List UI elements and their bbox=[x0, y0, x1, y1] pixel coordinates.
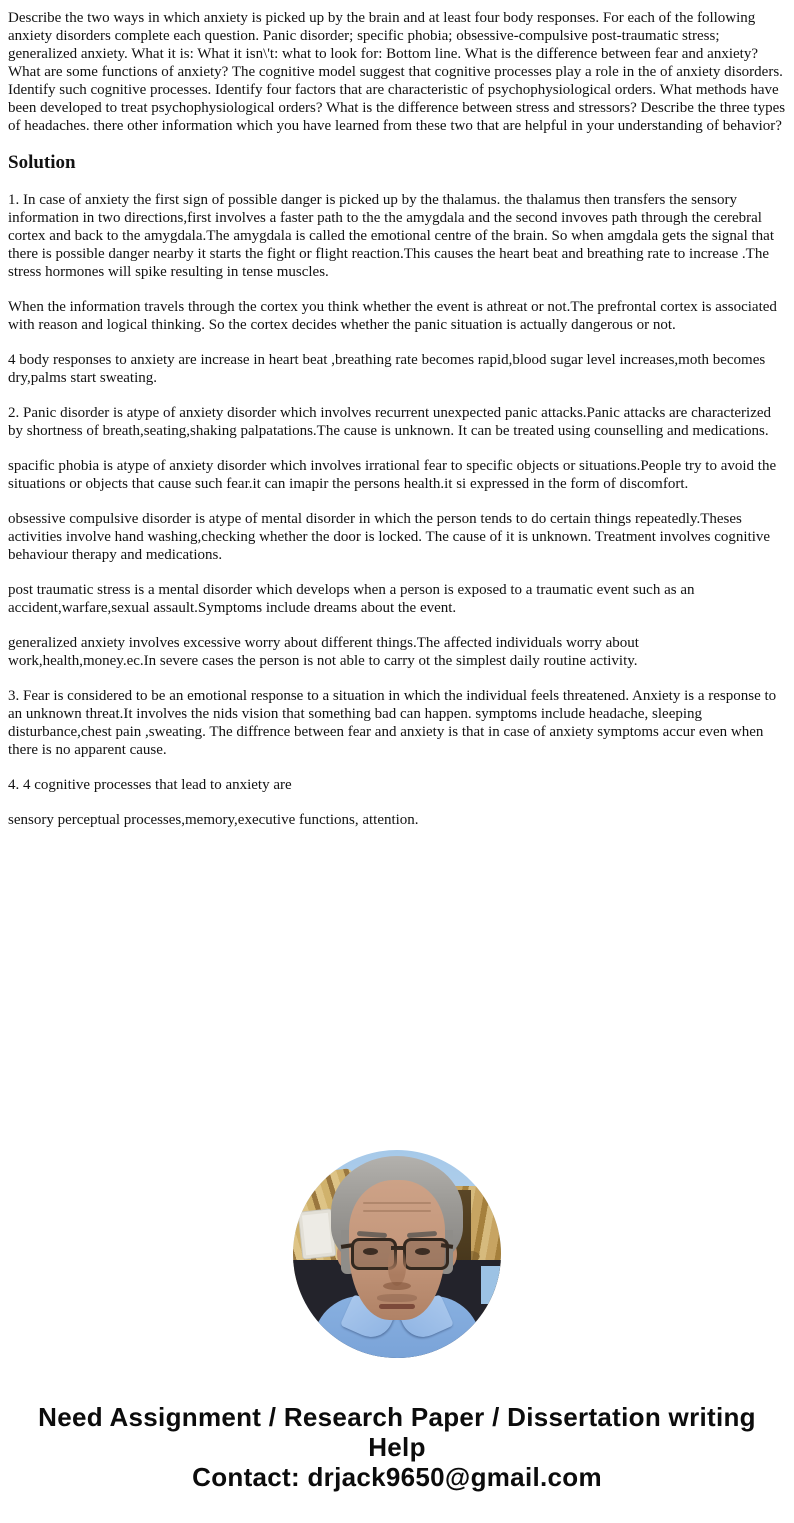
mustache-shadow bbox=[377, 1294, 417, 1302]
footer-help-text: Need Assignment / Research Paper / Dissertation writing Help bbox=[38, 1402, 756, 1462]
blue-wall-sliver bbox=[481, 1266, 501, 1304]
solution-paragraph: post traumatic stress is a mental disorder which develops when a person is exposed to a traumatic event such as an accident,warfare,sexual assault.Symptoms include dreams about the event. bbox=[8, 582, 695, 616]
forehead-wrinkle bbox=[363, 1202, 431, 1204]
nostrils bbox=[383, 1282, 411, 1290]
nose bbox=[388, 1248, 406, 1286]
solution-paragraph: When the information travels through the cortex you think whether the event is athreat or not.The prefrontal cortex is associated with reason and logical thinking. So the cortex decides whether the panic situation is actually dangerous or not. bbox=[8, 299, 777, 333]
footer-contact-email: Contact: drjack9650@gmail.com bbox=[192, 1462, 602, 1492]
solution-paragraph: obsessive compulsive disorder is atype of mental disorder in which the person tends to do certain things repeatedly.Theses activities involve hand washing,checking whether the door is locked. The cause of it is unknown. Treatment involves cognitive behaviour therapy and medications. bbox=[8, 511, 771, 563]
solution-paragraph: generalized anxiety involves excessive worry about different things.The affected individuals worry about work,health,money.ec.In severe cases the person is not able to carry ot the simplest daily routine activity. bbox=[8, 635, 639, 669]
tutor-photo bbox=[293, 1150, 501, 1358]
solution-paragraph: 4 body responses to anxiety are increase in heart beat ,breathing rate becomes rapid,blood sugar level increases,moth becomes dry,palms start sweating. bbox=[8, 352, 766, 386]
solution-paragraph: 4. 4 cognitive processes that lead to anxiety are bbox=[8, 777, 292, 793]
glasses-lens-right bbox=[403, 1238, 449, 1270]
forehead-wrinkle bbox=[363, 1210, 431, 1212]
mouth bbox=[379, 1304, 415, 1309]
solution-paragraph: spacific phobia is atype of anxiety disorder which involves irrational fear to specific objects or situations.People try to avoid the situations or objects that cause such fear.it can imapir the persons health.it si expressed in the form of discomfort. bbox=[8, 458, 777, 492]
solution-paragraph: sensory perceptual processes,memory,executive functions, attention. bbox=[8, 812, 419, 828]
question-text: Describe the two ways in which anxiety is picked up by the brain and at least four body responses. For each of the following anxiety disorders complete each question. Panic disorder; specific phobia; obsessive-compulsive post-traumatic stress; generalized anxiety. What it is: What it isn\'t: what to look for: Bottom line. What is the difference between fear and anxiety? What are some functions of anxiety? The cognitive model suggest that cognitive processes play a role in the of anxiety disorders. Identify such cognitive processes. Identify four factors that are characteristic of psychophysiological orders. What methods have been developed to treat psychophysiological orders? What is the difference between stress and stressors? Describe the three types of headaches. there other information which you have learned from these two that are helpful in your understanding of behavior? bbox=[8, 10, 786, 134]
solution-paragraph: 3. Fear is considered to be an emotional response to a situation in which the individual feels threatened. Anxiety is a response to an unknown threat.It involves the nids vision that something bad can happen. symptoms include headache, sleeping disturbance,chest pain ,sweating. The diffrence between fear and anxiety is that in case of anxiety symptoms accur even when there is no apparent cause. bbox=[8, 688, 777, 758]
solution-heading: Solution bbox=[8, 152, 76, 173]
footer-banner bbox=[0, 1402, 794, 1492]
solution-paragraph: 1. In case of anxiety the first sign of possible danger is picked up by the thalamus. the thalamus then transfers the sensory information in two directions,first involves a faster path to the the amygdala and the second invoves path through the cerebral cortex and back to the amygdala.The amygdala is called the emotional centre of the brain. So when amgdala gets the signal that there is possible danger nearby it starts the fight or flight reaction.This causes the heart beat and breathing rate to increase .The stress hormones will spike resulting in tense muscles. bbox=[8, 192, 774, 280]
solution-paragraph: 2. Panic disorder is atype of anxiety disorder which involves recurrent unexpected panic attacks.Panic attacks are characterized by shortness of breath,seating,shaking palpatations.The cause is unknown. It can be treated using counselling and medications. bbox=[8, 405, 772, 439]
